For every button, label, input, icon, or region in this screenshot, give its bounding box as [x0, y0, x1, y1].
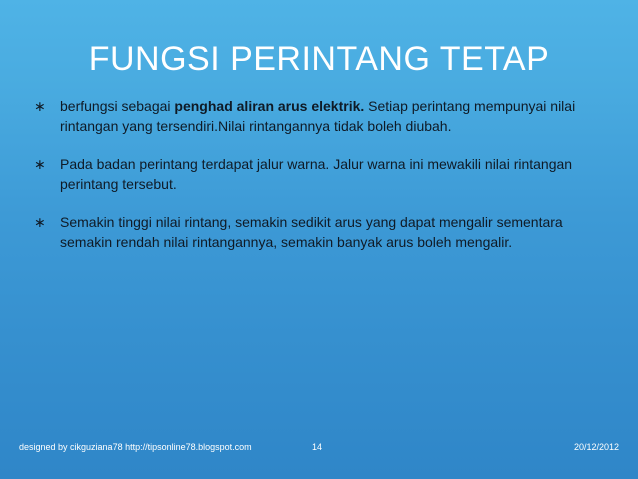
bullet-text-plain: Setiap perintang mempunyai nilai rintangan yang tersendiri.Nilai rintangannya tidak boleh diubah.	[60, 98, 576, 134]
footer-date: 20/12/2012	[573, 442, 619, 452]
slide-title: FUNGSI PERINTANG TETAP	[88, 40, 550, 78]
bullet-text: Pada badan perintang terdapat jalur warna. Jalur warna ini mewakili nilai rintangan perintang tersebut.	[60, 156, 573, 192]
bullet-list	[30, 96, 600, 270]
bullet-text	[60, 98, 575, 134]
bullet-item	[30, 154, 600, 194]
footer-credit: designed by cikguziana78 http://tipsonline78.blogspot.com	[19, 442, 252, 452]
bullet-text-plain: berfungsi sebagai	[60, 98, 175, 114]
bullet-marker-icon: ∗	[34, 98, 46, 114]
page-number: 14	[312, 442, 323, 452]
bullet-marker-icon: ∗	[34, 156, 46, 172]
bullet-item	[30, 212, 600, 252]
bullet-text: Semakin tinggi nilai rintang, semakin sedikit arus yang dapat mengalir sementara semakin rendah nilai rintangannya, semakin banyak arus boleh mengalir.	[60, 214, 563, 250]
slide-footer	[0, 442, 638, 458]
bullet-marker-icon: ∗	[34, 214, 46, 230]
bullet-item	[30, 96, 600, 136]
bullet-text-bold: penghad aliran arus elektrik.	[174, 98, 365, 114]
